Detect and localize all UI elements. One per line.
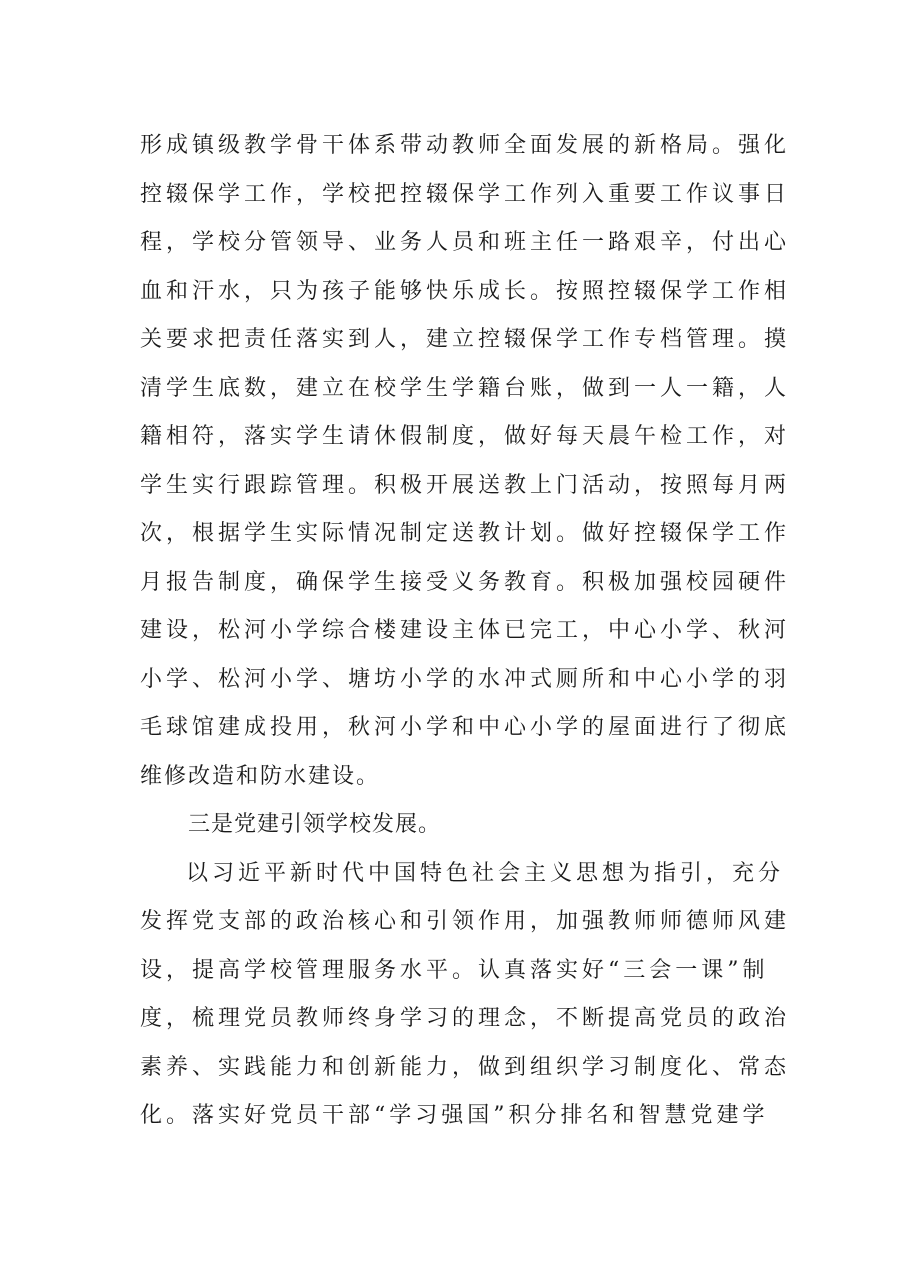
text-line: 程，学校分管领导、业务人员和班主任一路艰辛，付出心 <box>140 230 791 255</box>
text-line: 籍相符，落实学生请休假制度，做好每天晨午检工作，对 <box>140 424 791 449</box>
text-line: 次，根据学生实际情况制定送教计划。做好控辍保学工作 <box>140 521 791 546</box>
text-line: 小学、松河小学、塘坊小学的水冲式厕所和中心小学的羽 <box>140 666 791 692</box>
text-line: 血和汗水，只为孩子能够快乐成长。按照控辍保学工作相 <box>140 278 791 304</box>
text-line: 度，梳理党员教师终身学习的理念，不断提高党员的政治 <box>140 1006 791 1031</box>
text-line: 学生实行跟踪管理。积极开展送教上门活动，按照每月两 <box>140 472 791 498</box>
section-heading: 三是党建引领学校发展。 <box>188 812 442 837</box>
text-line: 建设，松河小学综合楼建设主体已完工，中心小学、秋河 <box>140 618 791 643</box>
text-line: 素养、实践能力和创新能力，做到组织学习制度化、常态 <box>140 1054 791 1080</box>
text-line: 设，提高学校管理服务水平。认真落实好“三会一课”制 <box>140 957 769 983</box>
text-line: 形成镇级教学骨干体系带动教师全面发展的新格局。强化 <box>140 133 791 158</box>
text-line: 关要求把责任落实到人，建立控辍保学工作专档管理。摸 <box>140 327 791 352</box>
text-line: 毛球馆建成投用，秋河小学和中心小学的屋面进行了彻底 <box>140 715 791 740</box>
text-line: 维修改造和防水建设。 <box>140 763 381 789</box>
paragraph-control-dropout <box>140 122 791 801</box>
text-line: 发挥党支部的政治核心和引领作用，加强教师师德师风建 <box>140 909 791 934</box>
document-body <box>140 122 791 1141</box>
paragraph-party-building <box>140 850 791 1141</box>
text-line: 控辍保学工作，学校把控辍保学工作列入重要工作议事日 <box>140 181 791 207</box>
text-line: 化。落实好党员干部“学习强国”积分排名和智慧党建学 <box>140 1103 769 1128</box>
text-line: 月报告制度，确保学生接受义务教育。积极加强校园硬件 <box>140 569 791 595</box>
text-line: 清学生底数，建立在校学生学籍台账，做到一人一籍，人 <box>140 375 791 401</box>
text-line: 以习近平新时代中国特色社会主义思想为指引，充分 <box>186 860 785 886</box>
